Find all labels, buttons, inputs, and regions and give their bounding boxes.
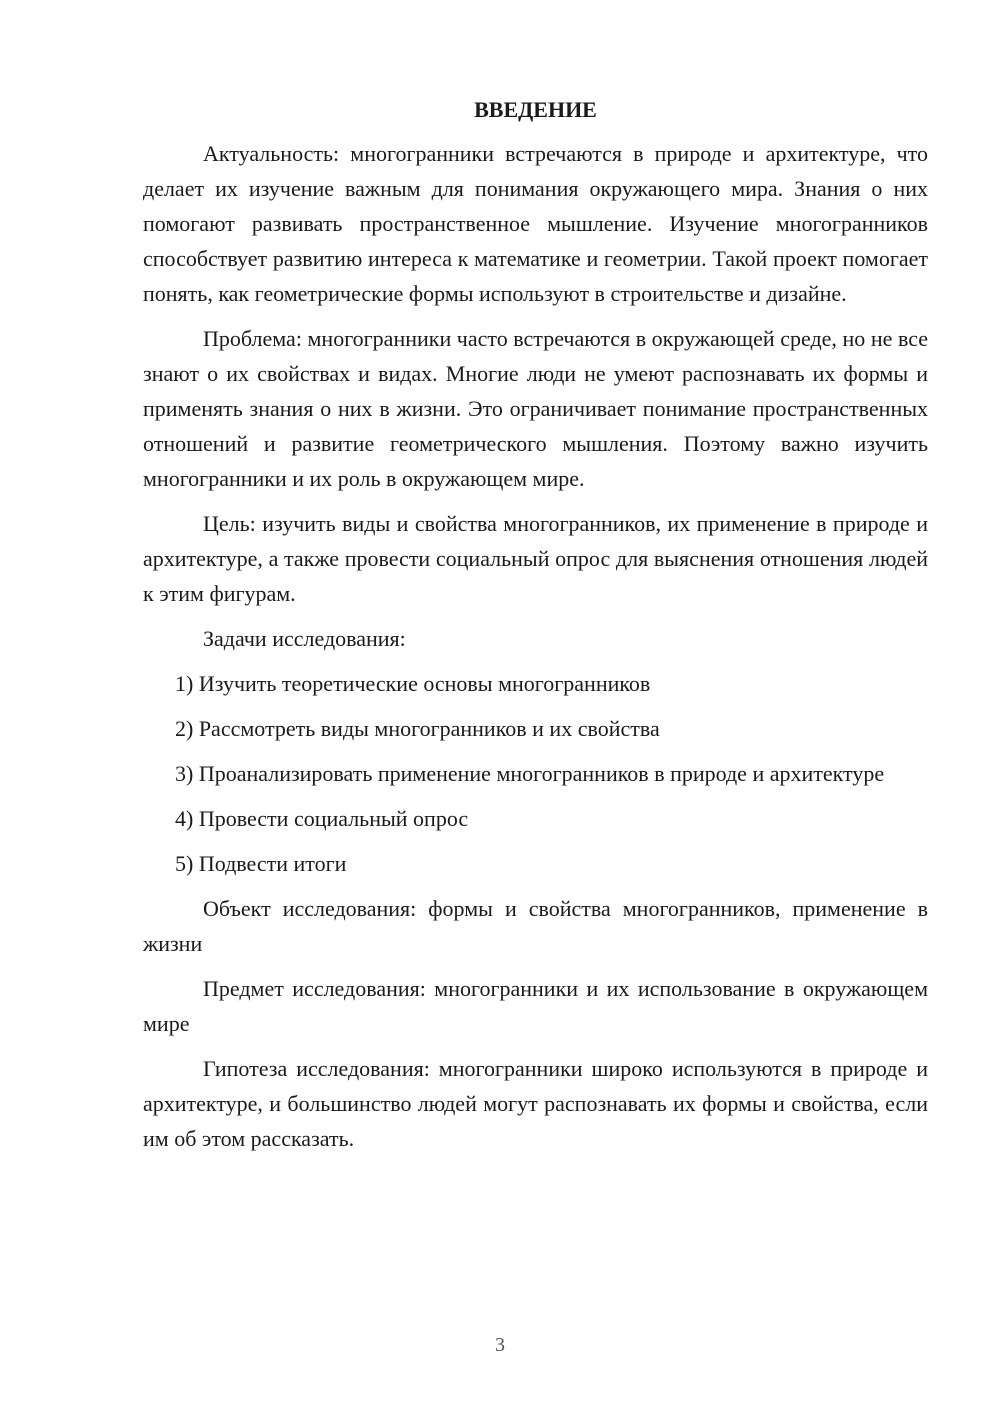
paragraph-problem: Проблема: многогранники часто встречаются в окружающей среде, но не все знают о их свойствах и видах. Многие люди не умеют распознавать их формы и применять знания о них в жизни. Это ограничивает понимание пространственных отношений и развитие геометрического мышления. Поэтому важно изучить многогранники и их роль в окружающем мире. [143, 326, 928, 491]
task-item-5: 5) Подвести итоги [175, 851, 347, 876]
paragraph-hypothesis: Гипотеза исследования: многогранники широко используются в природе и архитектуре, и большинство людей могут распознавать их формы и свойства, если им об этом рассказать. [143, 1056, 928, 1151]
paragraph-goal: Цель: изучить виды и свойства многогранников, их применение в природе и архитектуре, а также провести социальный опрос для выяснения отношения людей к этим фигурам. [143, 511, 928, 606]
tasks-heading: Задачи исследования: [203, 626, 406, 651]
document-page [143, 92, 928, 1166]
paragraph-subject: Предмет исследования: многогранники и их использование в окружающем мире [143, 976, 928, 1036]
section-title: ВВЕДЕНИЕ [474, 97, 597, 122]
paragraph-relevance: Актуальность: многогранники встречаются в природе и архитектуре, что делает их изучение важным для понимания окружающего мира. Знания о них помогают развивать пространственное мышление. Изучение многогранников способствует развитию интереса к математике и геометрии. Такой проект помогает понять, как геометрические формы используют в строительстве и дизайне. [143, 141, 928, 306]
task-item-4: 4) Провести социальный опрос [175, 806, 469, 831]
task-item-3: 3) Проанализировать применение многогранников в природе и архитектуре [175, 761, 885, 786]
task-item-1: 1) Изучить теоретические основы многогранников [175, 671, 651, 696]
task-item-2: 2) Рассмотреть виды многогранников и их свойства [175, 716, 660, 741]
paragraph-object: Объект исследования: формы и свойства многогранников, применение в жизни [143, 896, 928, 956]
page-number: 3 [495, 1334, 505, 1356]
